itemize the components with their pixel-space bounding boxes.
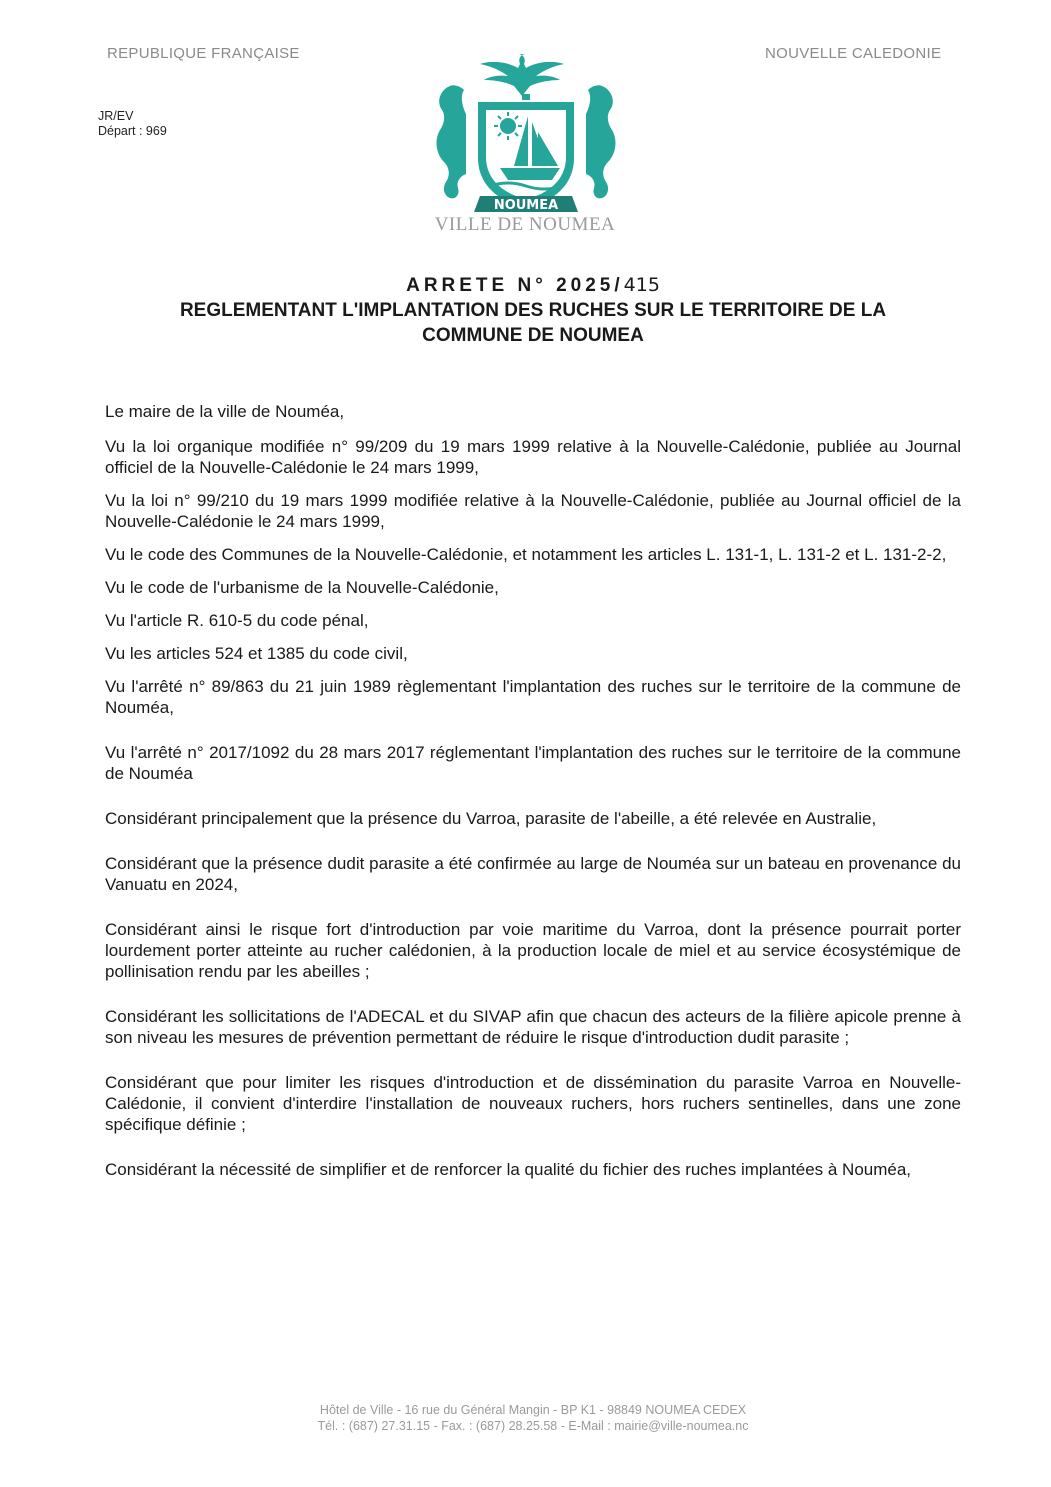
paragraph: Vu l'arrêté n° 2017/1092 du 28 mars 2017 réglementant l'implantation des ruches sur le territoire de la commune de Nouméa xyxy=(105,743,961,783)
paragraph: Considérant ainsi le risque fort d'introduction par voie maritime du Varroa, dont la présence pourrait porter lourdement porter atteinte au rucher calédonien, à la production locale de miel et au service écosystémique de pollinisation rendu par les abeilles ; xyxy=(105,920,961,981)
decree-number-handwritten: 415 xyxy=(623,274,660,296)
paragraph: Considérant les sollicitations de l'ADECAL et du SIVAP afin que chacun des acteurs de la filière apicole prenne à son niveau les mesures de prévention permettant de réduire le risque d'introduction dudit parasite ; xyxy=(105,1007,961,1047)
seahorse-right-icon xyxy=(586,85,615,198)
footer-line-address: Hôtel de Ville - 16 rue du Général Mangin - BP K1 - 98849 NOUMEA CEDEX xyxy=(319,1403,747,1417)
eagle-icon xyxy=(480,54,564,100)
paragraph: Vu le code de l'urbanisme de la Nouvelle-Calédonie, xyxy=(105,578,499,597)
paragraph: Vu la loi organique modifiée n° 99/209 du 19 mars 1999 relative à la Nouvelle-Calédonie, publiée au Journal officiel de la Nouvelle-Calédonie le 24 mars 1999, xyxy=(105,437,961,477)
decree-number-prefix: ARRETE N° 2025/ xyxy=(406,275,624,296)
paragraph: Vu l'article R. 610-5 du code pénal, xyxy=(105,611,369,630)
paragraph: Considérant que la présence dudit parasite a été confirmée au large de Nouméa sur un bateau en provenance du Vanuatu en 2024, xyxy=(105,854,961,894)
paragraph: Le maire de la ville de Nouméa, xyxy=(105,402,345,421)
footer-address xyxy=(200,1402,866,1434)
decree-body xyxy=(105,401,961,1180)
decree-number xyxy=(100,273,966,298)
logo-banner-text: NOUMEA xyxy=(493,198,559,213)
reference-block xyxy=(98,109,167,139)
paragraph: Considérant principalement que la présence du Varroa, parasite de l'abeille, a été relevée en Australie, xyxy=(105,809,877,828)
paragraph: Vu l'arrêté n° 89/863 du 21 juin 1989 règlementant l'implantation des ruches sur le territoire de la commune de Nouméa, xyxy=(105,677,961,717)
paragraph: Considérant que pour limiter les risques d'introduction et de dissémination du parasite Varroa en Nouvelle-Calédonie, il convient d'interdire l'installation de nouveaux ruchers, hors ruchers sentinelles, dans une zone spécifique définie ; xyxy=(105,1073,961,1134)
paragraph: Vu les articles 524 et 1385 du code civil, xyxy=(105,644,408,663)
decree-title xyxy=(100,273,966,348)
decree-subject-line2: COMMUNE DE NOUMEA xyxy=(422,325,644,346)
header-republique: REPUBLIQUE FRANÇAISE xyxy=(107,45,300,62)
ref-depart: Départ : 969 xyxy=(98,124,167,138)
ref-initials: JR/EV xyxy=(98,109,134,123)
header-nouvelle-caledonie: NOUVELLE CALEDONIE xyxy=(765,45,942,62)
decree-subject-line1: REGLEMENTANT L'IMPLANTATION DES RUCHES SUR LE TERRITOIRE DE LA xyxy=(179,300,887,321)
city-name: VILLE DE NOUMEA xyxy=(434,214,616,235)
footer-line-contact: Tél. : (687) 27.31.15 - Fax. : (687) 28.25.58 - E-Mail : mairie@ville-noumea.nc xyxy=(317,1419,749,1433)
paragraph: Considérant la nécessité de simplifier et de renforcer la qualité du fichier des ruches implantées à Nouméa, xyxy=(105,1160,912,1179)
paragraph: Vu la loi n° 99/210 du 19 mars 1999 modifiée relative à la Nouvelle-Calédonie, publiée au Journal officiel de la Nouvelle-Calédonie le 24 mars 1999, xyxy=(105,491,961,531)
noumea-coat-of-arms-logo xyxy=(428,46,624,222)
paragraph: Vu le code des Communes de la Nouvelle-Calédonie, et notamment les articles L. 131-1, L. 131-2 et L. 131-2-2, xyxy=(105,545,947,564)
seahorse-left-icon xyxy=(437,85,466,198)
